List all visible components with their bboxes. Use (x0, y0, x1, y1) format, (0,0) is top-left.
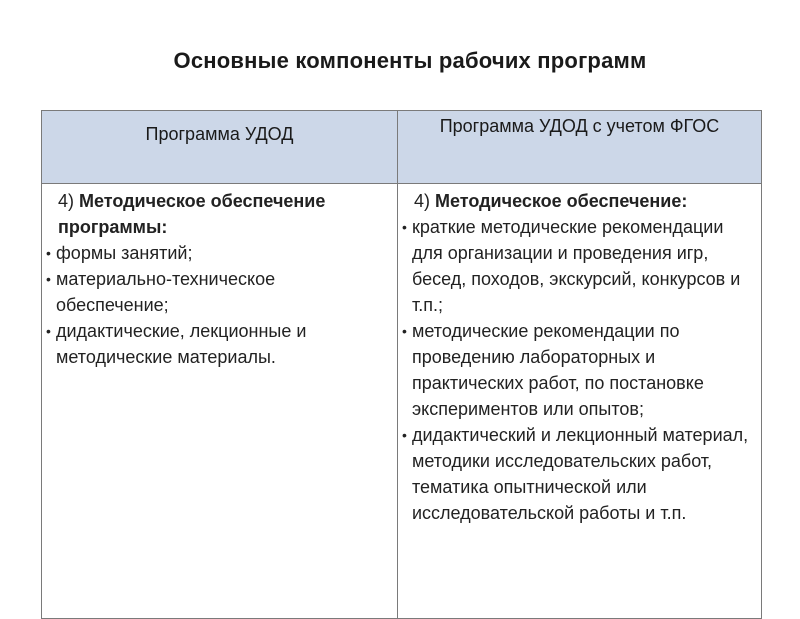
components-table (41, 110, 762, 619)
bullet-list (408, 214, 753, 526)
header-udod-fgos: Программа УДОД с учетом ФГОС (398, 111, 762, 184)
page-title: Основные компоненты рабочих программ (173, 48, 647, 73)
table-row (42, 184, 762, 619)
heading-text: Методическое обеспечение программы: (58, 191, 326, 237)
item-number: 4) (58, 191, 75, 211)
list-item: • дидактические, лекционные и методические материалы. (46, 318, 389, 370)
item-number: 4) (414, 191, 431, 211)
list-item: • материально-техническое обеспечение; (46, 266, 389, 318)
cell-heading (408, 188, 753, 214)
list-item: • краткие методические рекомендации для организации и проведения игр, бесед, походов, экскурсий, конкурсов и т.п.; (402, 214, 753, 318)
table-header-row (42, 111, 762, 184)
cell-udod-fgos (398, 184, 762, 619)
list-item: • формы занятий; (46, 240, 389, 266)
cell-heading (52, 188, 389, 240)
bullet-list (52, 240, 389, 370)
cell-udod (42, 184, 398, 619)
header-udod: Программа УДОД (42, 111, 398, 184)
list-item: • методические рекомендации по проведению лабораторных и практических работ, по постановке экспериментов или опытов; (402, 318, 753, 422)
list-item: • дидактический и лекционный материал, методики исследовательских работ, тематика опытнической или исследовательской работы и т.п. (402, 422, 753, 526)
heading-text: Методическое обеспечение: (435, 191, 688, 211)
